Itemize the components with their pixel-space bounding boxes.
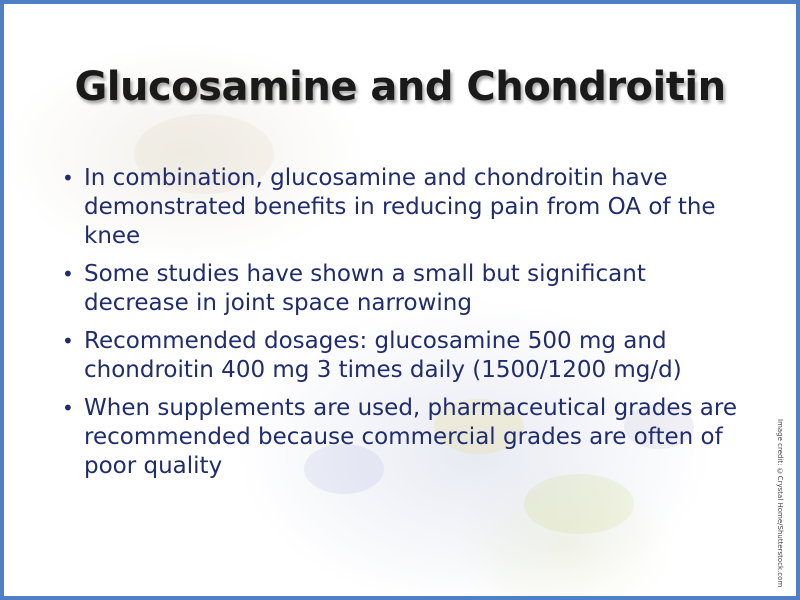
bullet-marker: •: [62, 262, 74, 286]
slide-title: Glucosamine and Chondroitin: [74, 64, 726, 110]
bullet-text: When supplements are used, pharmaceutical grades are recommended because commercial grades are often of poor quality: [84, 395, 737, 479]
bullet-text: Recommended dosages: glucosamine 500 mg and chondroitin 400 mg 3 times daily (1500/1200 mg/d): [84, 328, 682, 383]
bullet-text: Some studies have shown a small but significant decrease in joint space narrowing: [84, 261, 646, 316]
image-credit: Image credit: ©Crystal Home/Shutterstock.com: [776, 419, 784, 588]
bullet-list: [62, 164, 742, 490]
bullet-item: [62, 394, 742, 481]
bullet-marker: •: [62, 166, 74, 190]
bullet-item: [62, 260, 742, 318]
bullet-text: In combination, glucosamine and chondroitin have demonstrated benefits in reducing pain from OA of the knee: [84, 165, 716, 249]
bullet-item: [62, 327, 742, 385]
bullet-marker: •: [62, 329, 74, 353]
bullet-marker: •: [62, 396, 74, 420]
bullet-item: [62, 164, 742, 251]
